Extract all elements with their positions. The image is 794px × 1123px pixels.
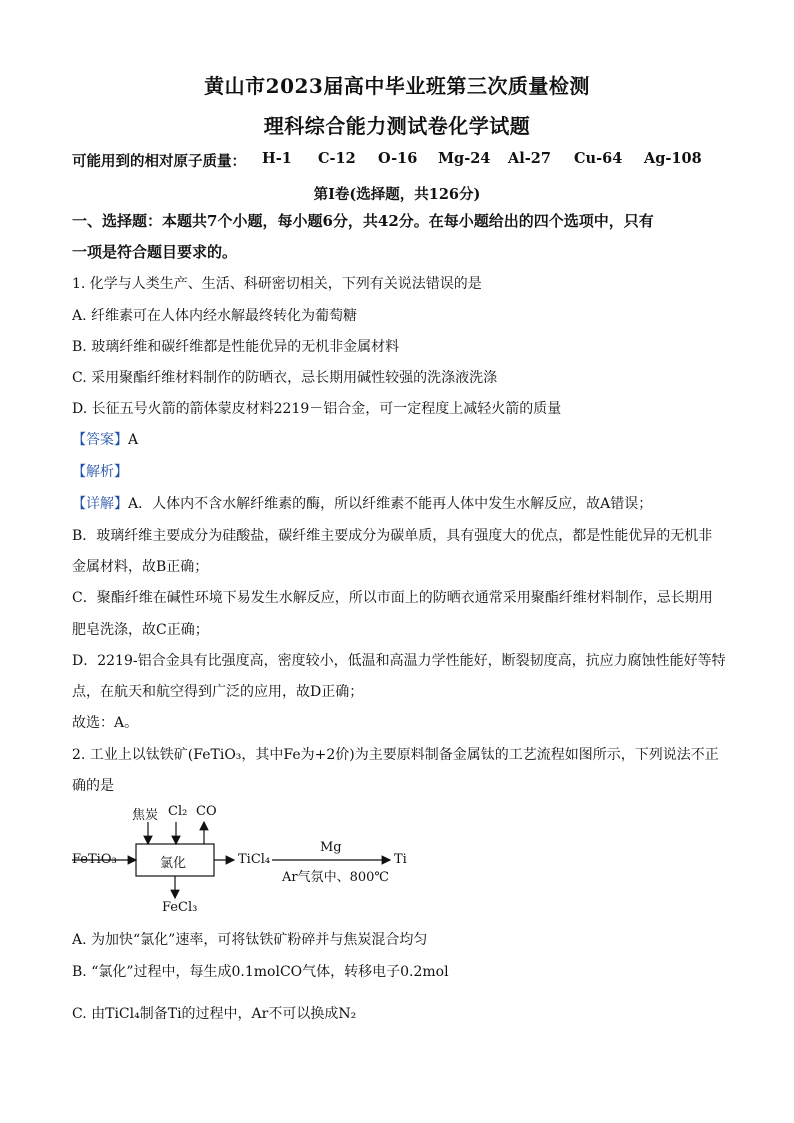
q2-option-b: B. “氯化”过程中，每生成0.1molCO气体，转移电子0.2mol [72,964,449,980]
q1-detail-line: 金属材料，故B正确； [72,559,209,575]
byproduct-label: FeCl₃ [162,900,198,915]
process-flow-diagram [72,800,432,922]
answer-tag: 【答案】 [72,432,128,448]
atomic-mass-label: 可能用到的相对原子质量： [72,153,246,170]
q1-detail-line: 肥皂洗涤，故C正确； [72,622,209,638]
q1-option-c: C. 采用聚酯纤维材料制作的防晒衣，忌长期用碱性较强的洗涤液洗涤 [72,370,498,386]
q2-option-c: C. 由TiCl₄制备Ti的过程中，Ar不可以换成N₂ [72,1006,357,1022]
arrow-top-label: Mg [320,840,342,855]
reagent2-label: Cl₂ [168,804,188,819]
q1-conclusion: 故选：A。 [72,715,139,731]
q1-option-a: A. 纤维素可在人体内经水解最终转化为葡萄糖 [72,308,358,324]
part1-title: 第Ⅰ卷(选择题，共126分) [313,186,481,203]
q1-detail-line [72,494,732,514]
atomic-mass-item: Al-27 [508,150,551,167]
analysis-tag: 【解析】 [72,464,128,480]
detail-text: A．人体内不含水解纤维素的酶，所以纤维素不能再人体中发生水解反应，故A错误； [128,496,653,512]
q1-detail-line: C．聚酯纤维在碱性环境下易发生水解反应，所以市面上的防晒衣通常采用聚酯纤维材料制作，忌长期用 [72,590,713,606]
answer-value: A [128,432,139,448]
q1-detail-line: D．2219-铝合金具有比强度高，密度较小，低温和高温力学性能好，断裂韧度高，抗应力腐蚀性能好等特 [72,653,726,669]
q1-detail-line: B．玻璃纤维主要成分为硅酸盐，碳纤维主要成分为碳单质，具有强度大的优点，都是性能优异的无机非 [72,528,713,544]
arrow-bottom-label: Ar气氛中、800℃ [282,870,389,885]
input-label: FeTiO₃ [72,852,117,867]
q1-option-b: B. 玻璃纤维和碳纤维都是性能优异的无机非金属材料 [72,339,400,355]
q1-analysis [72,462,732,482]
process-label: 氯化 [160,856,187,871]
atomic-mass-item: Mg-24 [438,150,491,167]
q2-stem: 2. 工业上以钛铁矿(FeTiO₃，其中Fe为+2价)为主要原料制备金属钛的工艺流程如图所示，下列说法不正 [72,747,719,763]
product-label: Ti [394,852,407,867]
q1-stem: 1. 化学与人类生产、生活、科研密切相关，下列有关说法错误的是 [72,276,482,292]
atomic-mass-item: C-12 [318,150,356,167]
q2-stem-cont: 确的是 [72,778,114,794]
reagent1-label: 焦炭 [132,808,159,823]
q2-option-a: A. 为加快“氯化”速率，可将钛铁矿粉碎并与焦炭混合均匀 [72,932,428,948]
gas-out-label: CO [196,804,217,819]
atomic-mass-item: O-16 [378,150,418,167]
exam-subtitle: 理科综合能力测试卷化学试题 [263,114,531,138]
atomic-mass-item: Ag-108 [644,150,702,167]
exam-title: 黄山市2023届高中毕业班第三次质量检测 [204,74,590,98]
detail-tag: 【详解】 [72,496,128,512]
atomic-mass-item: Cu-64 [574,150,623,167]
q1-detail-line: 点，在航天和航空得到广泛的应用，故D正确； [72,684,364,700]
part1-instructions-cont: 一项是符合题目要求的。 [72,243,238,261]
q1-option-d: D. 长征五号火箭的箭体蒙皮材料2219－铝合金，可一定程度上减轻火箭的质量 [72,401,562,417]
part1-instructions: 一、选择题：本题共7个小题，每小题6分，共42分。在每小题给出的四个选项中，只有 [72,212,654,230]
q1-answer [72,430,732,450]
intermediate-label: TiCl₄ [238,852,271,867]
atomic-mass-item: H-1 [262,150,292,167]
